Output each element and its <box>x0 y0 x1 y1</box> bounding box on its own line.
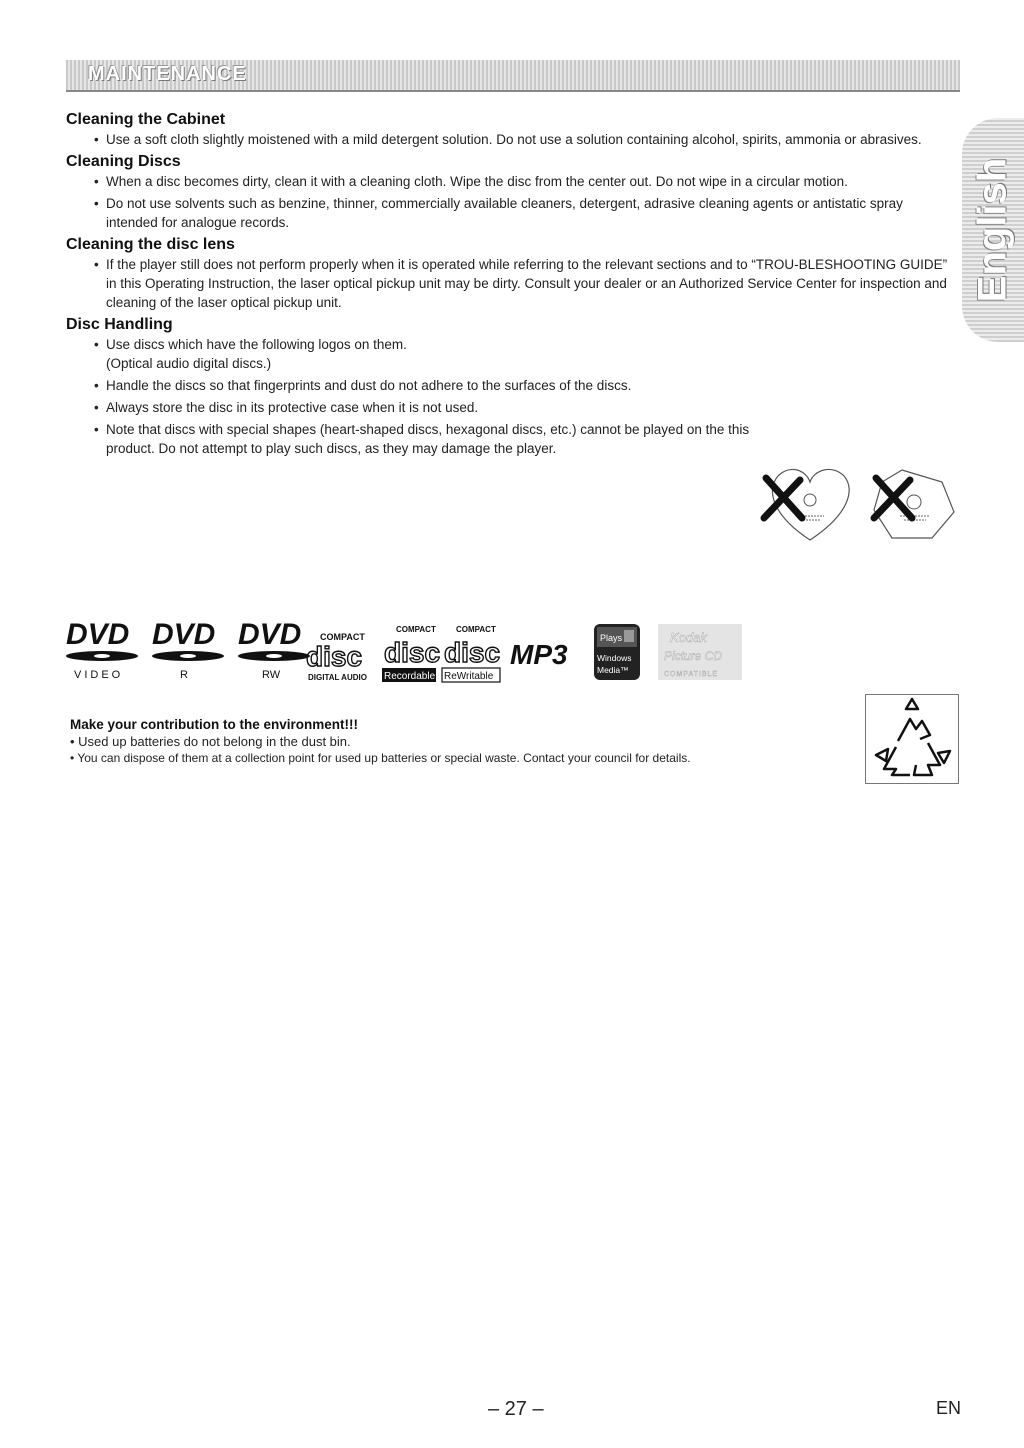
bullet-sub-note: (Optical audio digital discs.) <box>106 356 272 371</box>
cd-rewritable-logo <box>442 625 500 682</box>
kodak-picture-cd-logo <box>658 624 742 680</box>
svg-text:COMPACT: COMPACT <box>320 632 365 642</box>
bullet-item: • Use a soft cloth slightly moistened with a mild detergent solution. Do not use a solution containing alcohol, spirits, ammonia or abrasives. <box>66 130 948 149</box>
environment-line: • Used up batteries do not belong in the dust bin. <box>70 734 351 749</box>
language-tab <box>962 118 1024 342</box>
recycle-icon <box>866 695 958 783</box>
windows-media-logo <box>594 624 640 680</box>
section-title: Cleaning the disc lens <box>66 236 235 253</box>
main-content <box>66 110 948 461</box>
svg-text:COMPATIBLE: COMPATIBLE <box>664 671 719 678</box>
section-disc-handling <box>66 315 948 458</box>
language-tab-label: English <box>970 157 1015 303</box>
svg-text:VIDEO: VIDEO <box>74 669 124 681</box>
svg-text:Plays: Plays <box>600 633 623 643</box>
section-cleaning-lens <box>66 235 948 312</box>
svg-text:DVD: DVD <box>66 618 130 651</box>
svg-text:DIGITAL AUDIO: DIGITAL AUDIO <box>308 673 367 682</box>
svg-text:RW: RW <box>262 669 281 681</box>
bullet-text: Use discs which have the following logos on them. <box>106 337 407 352</box>
cd-recordable-logo <box>382 625 440 682</box>
section-title: Cleaning Discs <box>66 153 181 170</box>
mp3-logo: MP3 <box>510 639 568 670</box>
svg-text:DVD: DVD <box>152 618 216 651</box>
page-title: MAINTENANCE <box>88 63 247 85</box>
svg-text:COMPACT: COMPACT <box>396 625 436 634</box>
recycle-icon-box <box>865 694 959 784</box>
svg-text:disc: disc <box>444 637 501 668</box>
section-title: Cleaning the Cabinet <box>66 111 226 128</box>
svg-text:COMPACT: COMPACT <box>456 625 496 634</box>
dvd-video-logo <box>66 618 138 681</box>
svg-text:Media™: Media™ <box>597 665 629 675</box>
bullet-item: • Note that discs with special shapes (heart-shaped discs, hexagonal discs, etc.) cannot be played on the this product. Do not attempt to play such discs, as they may damage the player. <box>66 420 756 458</box>
prohibited-disc-shapes <box>752 460 962 546</box>
svg-text:Picture CD: Picture CD <box>664 649 723 663</box>
section-cleaning-discs <box>66 152 948 232</box>
language-code: EN <box>936 1398 962 1418</box>
svg-text:Recordable: Recordable <box>384 671 436 682</box>
environment-title: Make your contribution to the environment!!! <box>70 717 359 732</box>
svg-text:ReWritable: ReWritable <box>444 671 494 682</box>
bullet-item <box>66 335 948 373</box>
heart-disc-icon <box>764 469 849 540</box>
environment-notice <box>70 716 850 766</box>
environment-line: • You can dispose of them at a collection point for used up batteries or special waste. Contact your council for details. <box>70 751 691 765</box>
svg-text:DVD: DVD <box>238 618 302 651</box>
section-cleaning-cabinet <box>66 110 948 149</box>
dvd-r-logo <box>152 618 224 681</box>
bullet-item: • If the player still does not perform properly when it is operated while referring to the relevant sections and to “TROU-BLESHOOTING GUIDE” in this Operating Instruction, the laser optical pickup unit may be dirty. Consult your dealer or an Authorized Service Center for inspection and cleaning of the laser optical pickup unit. <box>66 255 948 312</box>
bullet-item: • Always store the disc in its protective case when it is not used. <box>66 398 948 417</box>
dvd-rw-logo <box>238 618 310 681</box>
svg-text:Windows: Windows <box>597 653 632 663</box>
header-bar <box>66 60 960 92</box>
page-number: – 27 – <box>488 1398 544 1420</box>
svg-text:R: R <box>180 669 188 681</box>
section-title: Disc Handling <box>66 316 173 333</box>
bullet-item: • When a disc becomes dirty, clean it with a cleaning cloth. Wipe the disc from the center out. Do not wipe in a circular motion. <box>66 172 948 191</box>
bullet-item: • Do not use solvents such as benzine, thinner, commercially available cleaners, detergent, adrasive cleaning agents or antistatic spray intended for analogue records. <box>66 194 948 232</box>
cd-digital-audio-logo <box>306 632 367 682</box>
disc-logo-strip <box>64 614 744 686</box>
svg-text:disc: disc <box>384 637 441 668</box>
bullet-item: • Handle the discs so that fingerprints and dust do not adhere to the surfaces of the discs. <box>66 376 948 395</box>
hexagon-disc-icon <box>874 470 954 538</box>
svg-text:disc: disc <box>306 641 363 672</box>
svg-text:Kodak: Kodak <box>670 630 707 645</box>
